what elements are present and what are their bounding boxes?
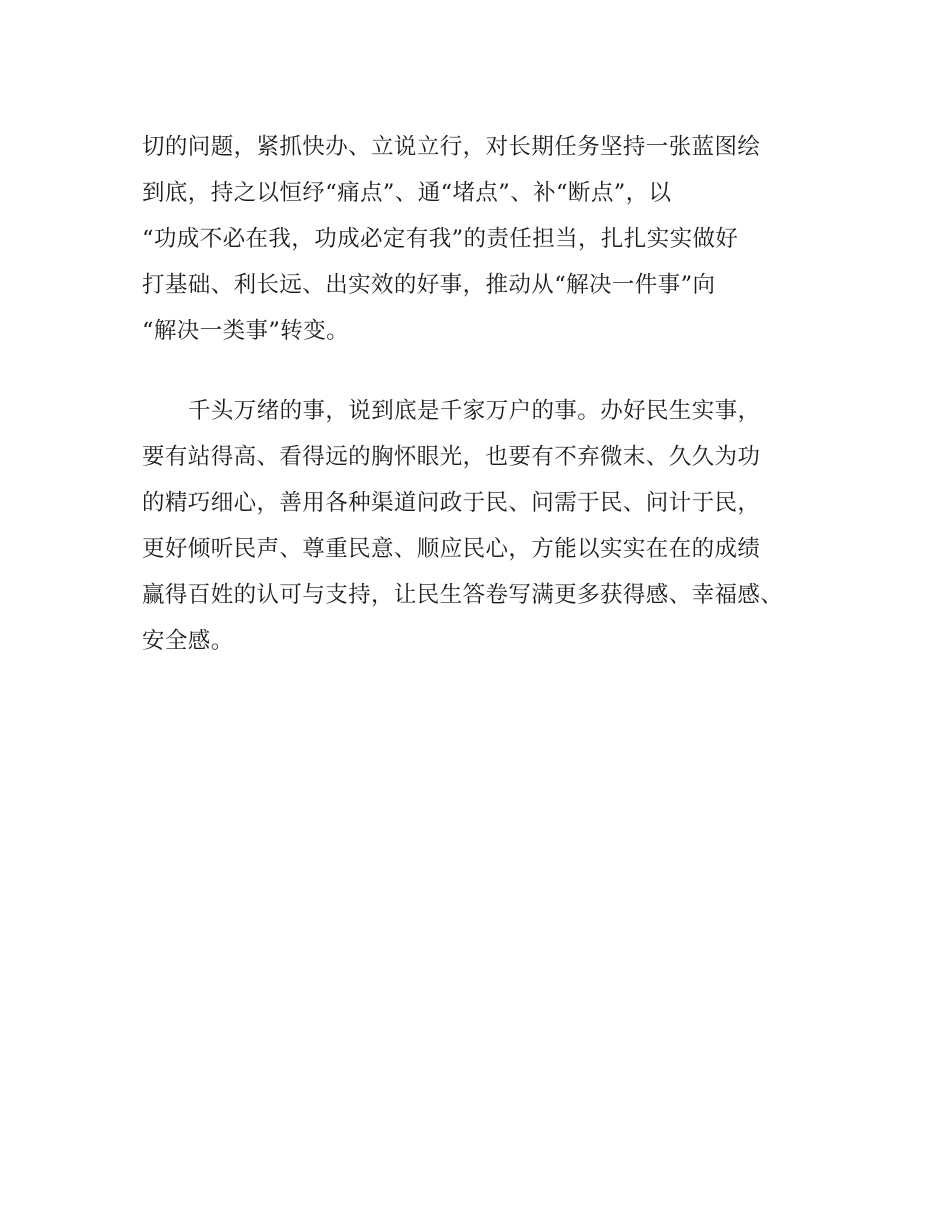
text-line: 的精巧细心，善用各种渠道问政于民、问需于民、问计于民，: [142, 490, 761, 516]
text-line: “解决一类事”转变。: [142, 318, 350, 344]
text-line: 更好倾听民声、尊重民意、顺应民心，方能以实实在在的成绩: [142, 536, 761, 562]
text-line: 赢得百姓的认可与支持，让民生答卷写满更多获得感、幸福感、: [142, 582, 784, 608]
paragraph-2: [142, 388, 832, 664]
paragraph-1: [142, 124, 832, 354]
text-line: “功成不必在我，功成必定有我”的责任担当，扎扎实实做好: [142, 226, 739, 252]
text-line: 安全感。: [142, 628, 234, 654]
text-line: 要有站得高、看得远的胸怀眼光，也要有不弃微末、久久为功: [142, 444, 761, 470]
text-line: 切的问题，紧抓快办、立说立行，对长期任务坚持一张蓝图绘: [142, 134, 761, 160]
text-line: 打基础、利长远、出实效的好事，推动从“解决一件事”向: [142, 272, 716, 298]
text-line-first-indented: 千头万绪的事，说到底是千家万户的事。办好民生实事，: [188, 398, 761, 424]
text-line: 到底，持之以恒纾“痛点”、通“堵点”、补“断点”，以: [142, 180, 672, 206]
